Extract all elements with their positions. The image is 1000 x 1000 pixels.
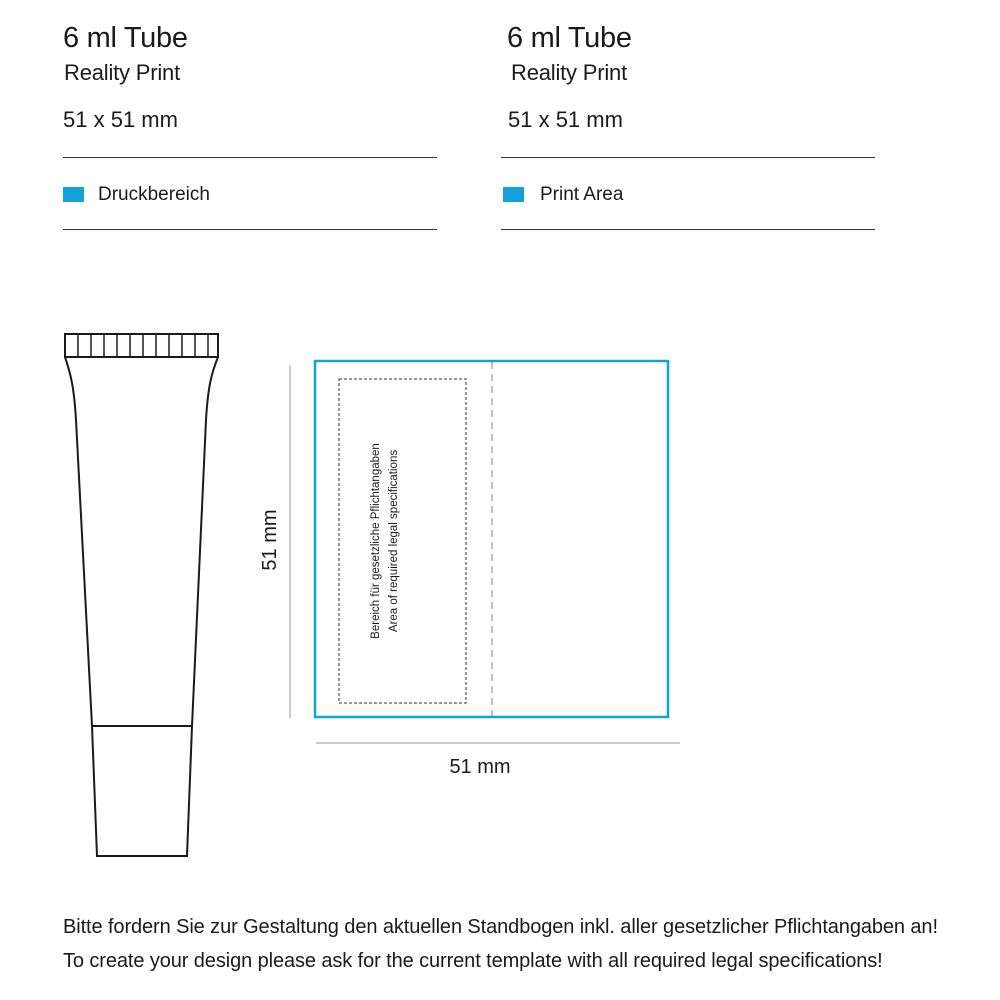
- footer-note-de: Bitte fordern Sie zur Gestaltung den aktuellen Standbogen inkl. aller gesetzlicher Pflichtangaben an!: [63, 916, 938, 938]
- legend-label: Print Area: [540, 184, 624, 205]
- legal-specifications-area: [339, 379, 466, 703]
- tube-body: [65, 357, 218, 726]
- tube-illustration: [65, 334, 218, 856]
- footer-note-en: To create your design please ask for the current template with all required legal specifications!: [63, 950, 883, 972]
- product-size: 51 x 51 mm: [508, 107, 623, 132]
- product-size: 51 x 51 mm: [63, 107, 178, 132]
- legend-label: Druckbereich: [98, 184, 210, 205]
- legal-area-label-de: Bereich für gesetzliche Pflichtangaben: [370, 443, 382, 639]
- height-label: 51 mm: [259, 509, 281, 571]
- product-subtitle: Reality Print: [64, 60, 180, 85]
- product-title: 6 ml Tube: [63, 22, 188, 54]
- tube-cap-ridges: [78, 334, 208, 357]
- legal-area-label-en: Area of required legal specifications: [388, 449, 400, 633]
- product-title: 6 ml Tube: [507, 22, 632, 54]
- product-subtitle: Reality Print: [511, 60, 627, 85]
- width-label: 51 mm: [449, 756, 511, 778]
- tube-seal: [92, 726, 192, 856]
